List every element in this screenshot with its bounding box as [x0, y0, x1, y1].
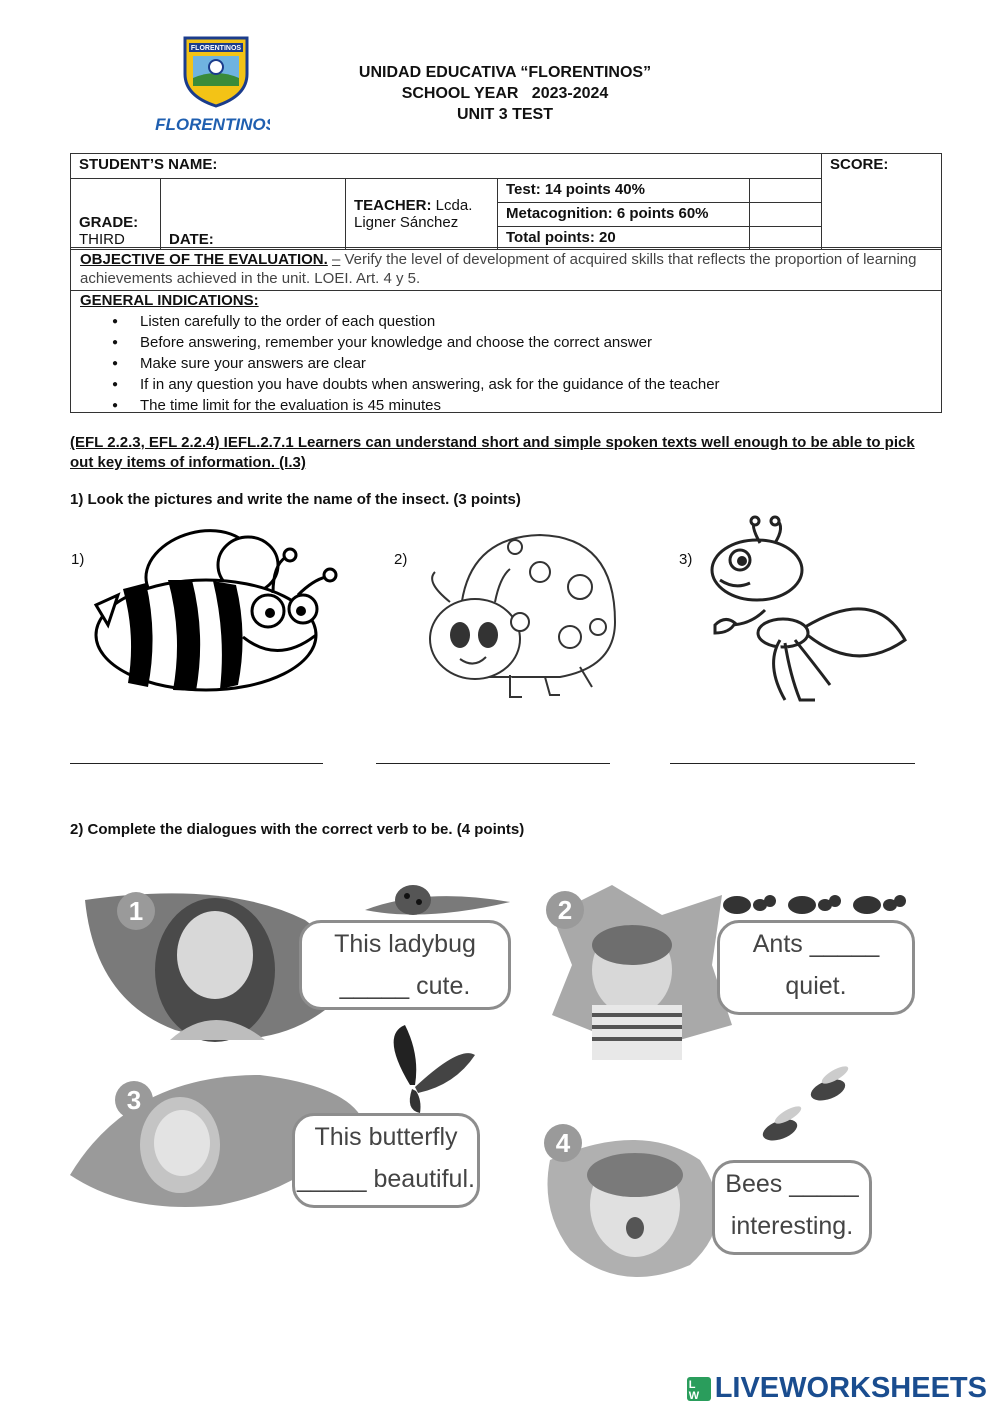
dialogue-panel-2: [542, 875, 922, 1060]
date-field[interactable]: DATE:: [161, 179, 346, 250]
total-points: Total points: 20: [498, 227, 750, 250]
meta-points-blank[interactable]: [750, 203, 822, 227]
teacher-value: Lcda. Ligner Sánchez: [354, 197, 473, 231]
test-points: Test: 14 points 40%: [498, 179, 750, 203]
learning-standard: (EFL 2.2.3, EFL 2.2.4) IEFL.2.7.1 Learners can understand short and simple spoken texts well enough to be able to pick out key items of information. (I.3): [70, 434, 915, 471]
panel-number-2: 2: [546, 891, 584, 929]
list-item: ● Before answering, remember your knowledge and choose the correct answer: [140, 332, 932, 353]
dialogue-blank-line[interactable]: Bees _____: [725, 1170, 859, 1198]
liveworksheets-brand: [687, 1372, 987, 1405]
speech-bubble-1: [299, 920, 511, 1010]
answer-line-1[interactable]: [70, 763, 323, 764]
list-item: ● If in any question you have doubts when answering, ask for the guidance of the teacher: [140, 374, 932, 395]
test-points-blank[interactable]: [750, 179, 822, 203]
list-item: ● Make sure your answers are clear: [140, 353, 932, 374]
dialogue-blank-line[interactable]: _____ beautiful.: [297, 1165, 475, 1193]
brand-icon: [687, 1377, 711, 1401]
objective: [71, 248, 941, 291]
dialogue-blank-line[interactable]: Ants _____: [752, 930, 880, 958]
objective-dash: –: [331, 251, 341, 268]
teacher-cell: [346, 179, 498, 250]
question-2-title: 2) Complete the dialogues with the correct verb to be. (4 points): [70, 821, 525, 838]
question-1-title: 1) Look the pictures and write the name of the insect. (3 points): [70, 491, 521, 508]
dialogue-panel-4: [540, 1060, 880, 1285]
speech-bubble-2: [717, 920, 915, 1015]
student-name-field[interactable]: STUDENT’S NAME:: [71, 154, 822, 179]
logo-word: FLORENTINOS: [155, 115, 270, 134]
dialogue-blank-line[interactable]: _____ cute.: [339, 972, 471, 1000]
school-year: SCHOOL YEAR 2023-2024: [401, 85, 609, 102]
dialogue-line: interesting.: [730, 1212, 854, 1240]
brand-badge-letters: LW: [688, 1378, 700, 1402]
dialogue-line: This ladybug: [334, 930, 476, 958]
score-field[interactable]: SCORE:: [822, 154, 942, 250]
test-title: UNIT 3 TEST: [456, 106, 553, 123]
answer-line-2[interactable]: [376, 763, 610, 764]
list-item: ● The time limit for the evaluation is 45 minutes: [140, 395, 932, 416]
panel-number-1: 1: [117, 892, 155, 930]
panel-number-3: 3: [115, 1081, 153, 1119]
picture-label-1: 1): [71, 551, 85, 568]
metacognition-points: Metacognition: 6 points 60%: [498, 203, 750, 227]
list-item: ● Listen carefully to the order of each question: [140, 311, 932, 332]
picture-label-2: 2): [394, 551, 408, 568]
objective-text: Verify the level of development of acquired skills that reflects the proportion of learning achievements achieved in the unit. LOEI. Art. 4 y 5.: [80, 251, 917, 287]
answer-line-3[interactable]: [670, 763, 915, 764]
dialogue-panel-3: [70, 1025, 510, 1215]
teacher-label: TEACHER:: [354, 197, 432, 214]
ladybug-picture: [420, 527, 620, 707]
picture-label-3: 3): [679, 551, 693, 568]
indications-label: GENERAL INDICATIONS:: [80, 292, 259, 309]
brand-text: LIVEWORKSHEETS: [714, 1372, 987, 1404]
instructions-box: [70, 247, 942, 413]
student-info-table: [70, 153, 942, 250]
butterfly-icon: [360, 1025, 480, 1115]
ladybug-leaf-icon: [365, 882, 510, 922]
grade-value: THIRD: [79, 231, 125, 248]
school-name: UNIDAD EDUCATIVA “FLORENTINOS”: [358, 64, 652, 81]
ant-picture: [705, 515, 915, 710]
dialogue-line: quiet.: [785, 972, 847, 1000]
school-logo: [155, 34, 270, 134]
document-header: [300, 62, 710, 125]
speech-bubble-3: [292, 1113, 480, 1208]
indications-list: [80, 311, 932, 416]
dialogue-line: This butterfly: [314, 1123, 458, 1151]
grade-cell: [71, 179, 161, 250]
objective-label: OBJECTIVE OF THE EVALUATION.: [80, 251, 328, 268]
bees-icon: [740, 1060, 860, 1160]
bee-picture: [88, 525, 343, 695]
speech-bubble-4: [712, 1160, 872, 1255]
crest-text: FLORENTINOS: [190, 45, 242, 52]
grade-label: GRADE:: [79, 214, 139, 231]
general-indications: [71, 291, 941, 416]
panel-number-4: 4: [544, 1124, 582, 1162]
